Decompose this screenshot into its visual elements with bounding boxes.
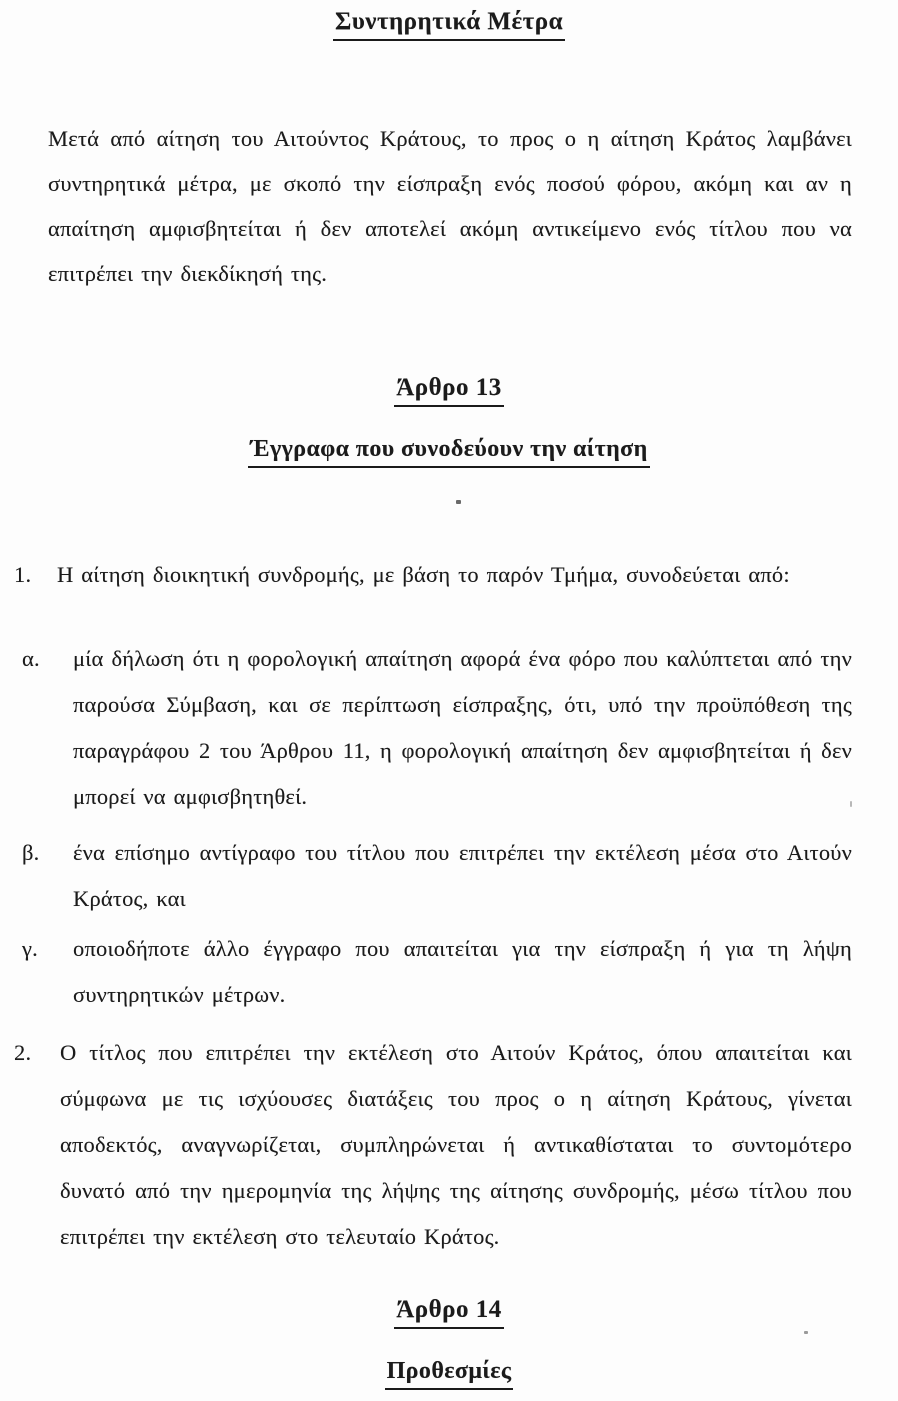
- article-13-heading-text: Άρθρο 13: [394, 374, 504, 407]
- article-13-subheading: [0, 436, 898, 468]
- article-14-subheading: [0, 1358, 898, 1390]
- list-text-gamma: οποιοδήποτε άλλο έγγραφο που απαιτείται για την είσπραξη ή για τη λήψη συντηρητικών μέτρων.: [73, 936, 852, 1007]
- list-item-1: [14, 552, 852, 598]
- list-item-2: [14, 1030, 852, 1260]
- list-item-beta: [22, 830, 852, 922]
- list-text-2: Ο τίτλος που επιτρέπει την εκτέλεση στο Αιτούν Κράτος, όπου απαιτείται και σύμφωνα με τις ισχύουσες διατάξεις του προς ο η αίτηση Κράτους, γίνεται αποδεκτός, αναγνωρίζεται, συμπληρώνεται ή αντικαθίσταται το συντομότερο δυνατό από την ημερομηνία της λήψης της αίτησης συνδρομής, μέσω τίτλου που επιτρέπει την εκτέλεση στο τελευταίο Κράτος.: [60, 1040, 852, 1249]
- article-13-subheading-text: Έγγραφα που συνοδεύουν την αίτηση: [248, 436, 649, 468]
- list-text-beta: ένα επίσημο αντίγραφο του τίτλου που επιτρέπει την εκτέλεση μέσα στο Αιτούν Κράτος, και: [73, 840, 852, 911]
- article-13-heading: [0, 374, 898, 407]
- article-14-heading-text: Άρθρο 14: [394, 1296, 504, 1329]
- section-title-text: Συντηρητικά Μέτρα: [333, 8, 565, 41]
- list-text-1: Η αίτηση διοικητική συνδρομής, με βάση το παρόν Τμήμα, συνοδεύεται από:: [57, 562, 790, 587]
- list-marker-beta: β.: [22, 840, 40, 865]
- intro-paragraph: Μετά από αίτηση του Αιτούντος Κράτους, το προς ο η αίτηση Κράτος λαμβάνει συντηρητικά μέτρα, με σκοπό την είσπραξη ενός ποσού φόρου, ακόμη και αν η απαίτηση αμφισβητείται ή δεν αποτελεί ακόμη αντικείμενο ενός τίτλου που να επιτρέπει την διεκδίκησή της.: [48, 126, 852, 286]
- list-item-gamma: [22, 926, 852, 1018]
- list-text-alpha: μία δήλωση ότι η φορολογική απαίτηση αφορά ένα φόρο που καλύπτεται από την παρούσα Σύμβαση, και σε περίπτωση είσπραξης, ότι, υπό την προϋπόθεση της παραγράφου 2 του Άρθρου 11, η φορολογική απαίτηση δεν αμφισβητείται ή δεν μπορεί να αμφισβητηθεί.: [73, 646, 852, 809]
- article-14-subheading-text: Προθεσμίες: [385, 1358, 514, 1390]
- scan-artifact-dot: [804, 1331, 808, 1334]
- list-marker-gamma: γ.: [22, 936, 38, 961]
- scan-artifact-dot: [456, 500, 461, 504]
- list-item-alpha: [22, 636, 852, 820]
- scan-artifact-dot: [850, 801, 852, 807]
- article-14-heading: [0, 1296, 898, 1329]
- list-marker-2: 2.: [14, 1040, 32, 1065]
- list-marker-alpha: α.: [22, 646, 40, 671]
- section-title: [0, 8, 898, 41]
- list-marker-1: 1.: [14, 562, 32, 587]
